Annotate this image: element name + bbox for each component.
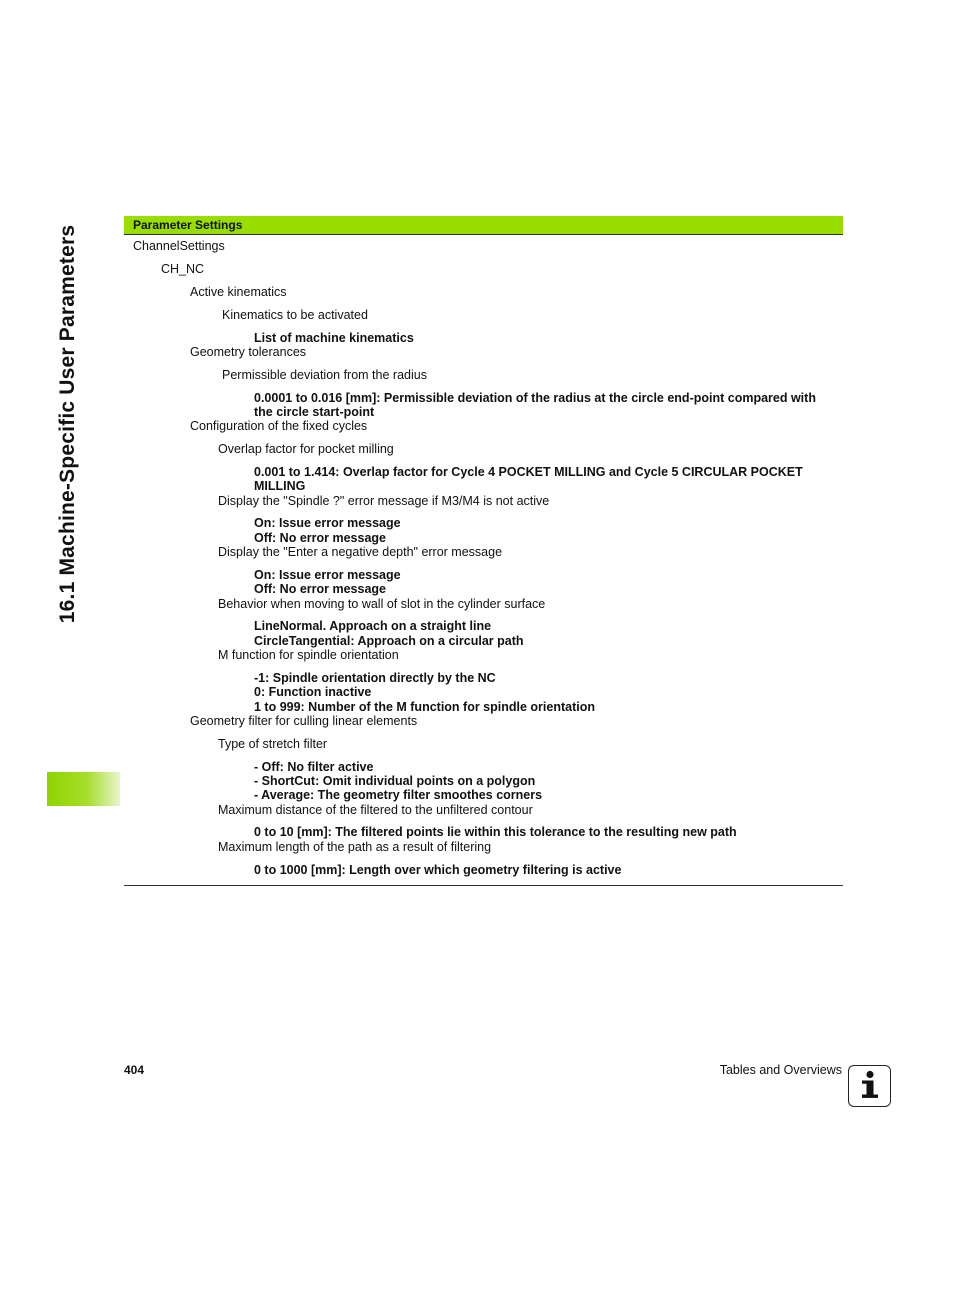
table-header (124, 216, 843, 235)
param-value: 0: Function inactive (254, 685, 372, 699)
param-value: On: Issue error message (254, 568, 401, 582)
param-line: Active kinematics (190, 285, 287, 299)
param-line: Kinematics to be activated (222, 308, 368, 322)
param-line: CH_NC (161, 262, 205, 276)
param-line: Overlap factor for pocket milling (218, 442, 394, 456)
param-line: Permissible deviation from the radius (222, 368, 427, 382)
param-value: MILLING (254, 479, 306, 493)
chapter-tab-marker (47, 772, 120, 806)
table-header-label: Parameter Settings (133, 218, 243, 232)
section-title: Tables and Overviews (719, 1063, 842, 1077)
param-value: LineNormal. Approach on a straight line (254, 619, 492, 633)
param-value: the circle start-point (254, 405, 375, 419)
param-line: Geometry filter for culling linear elements (190, 714, 418, 728)
param-line: Display the "Enter a negative depth" error message (218, 545, 503, 559)
param-line: Display the "Spindle ?" error message if M3/M4 is not active (218, 494, 550, 508)
param-line: ChannelSettings (133, 239, 225, 253)
param-value: CircleTangential: Approach on a circular path (254, 634, 524, 648)
chapter-title: 16.1 Machine-Specific User Parameters (56, 224, 79, 624)
param-line: Maximum length of the path as a result of filtering (218, 840, 492, 854)
param-value: 0 to 10 [mm]: The filtered points lie within this tolerance to the resulting new path (254, 825, 737, 839)
param-value: - Average: The geometry filter smoothes corners (254, 788, 543, 802)
param-line: Geometry tolerances (190, 345, 307, 359)
param-line: Maximum distance of the filtered to the unfiltered contour (218, 803, 533, 817)
param-value: - Off: No filter active (254, 760, 374, 774)
param-value: On: Issue error message (254, 516, 401, 530)
page-number: 404 (124, 1063, 145, 1077)
param-line: Type of stretch filter (218, 737, 328, 751)
param-line: Behavior when moving to wall of slot in the cylinder surface (218, 597, 546, 611)
info-icon (848, 1065, 891, 1107)
table-bottom-rule (124, 885, 843, 886)
param-value: 0 to 1000 [mm]: Length over which geometry filtering is active (254, 863, 622, 877)
param-value: 0.0001 to 0.016 [mm]: Permissible deviation of the radius at the circle end-point compared with (254, 391, 816, 405)
param-value: -1: Spindle orientation directly by the NC (254, 671, 496, 685)
param-value: 1 to 999: Number of the M function for spindle orientation (254, 700, 595, 714)
param-line: Configuration of the fixed cycles (190, 419, 368, 433)
param-line: M function for spindle orientation (218, 648, 399, 662)
param-value: List of machine kinematics (254, 331, 414, 345)
param-value: - ShortCut: Omit individual points on a polygon (254, 774, 536, 788)
param-value: Off: No error message (254, 582, 386, 596)
param-value: 0.001 to 1.414: Overlap factor for Cycle 4 POCKET MILLING and Cycle 5 CIRCULAR POCKET (254, 465, 803, 479)
param-value: Off: No error message (254, 531, 386, 545)
